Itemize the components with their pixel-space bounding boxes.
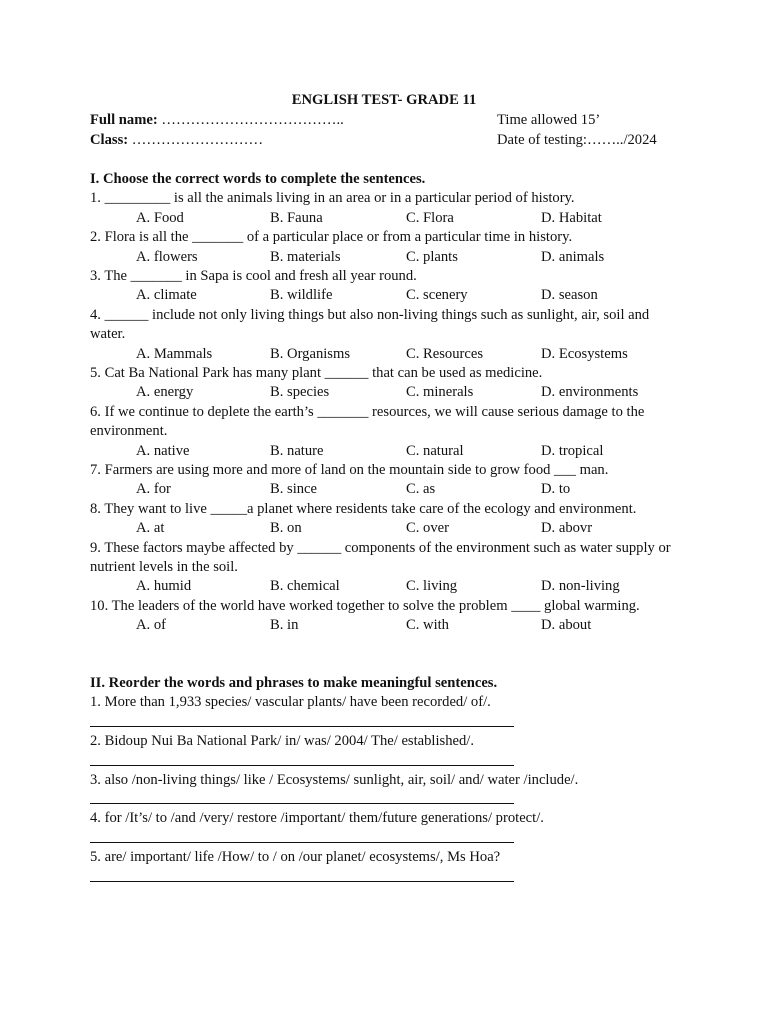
- question-item: [90, 597, 680, 636]
- question-text: 1. _________ is all the animals living in an area or in a particular period of history.: [90, 190, 575, 207]
- option-d[interactable]: D. non-living: [541, 578, 620, 595]
- question-item: [90, 500, 680, 539]
- section-1-heading: I. Choose the correct words to complete the sentences.: [90, 171, 426, 187]
- date-of-testing: Date of testing:……../2024: [497, 132, 657, 148]
- option-c[interactable]: C. living: [406, 578, 458, 595]
- option-b[interactable]: B. on: [270, 520, 302, 537]
- header-row-name: [90, 112, 690, 132]
- option-b[interactable]: B. materials: [270, 248, 341, 265]
- option-a[interactable]: A. at: [136, 520, 165, 537]
- reorder-item: 2. Bidoup Nui Ba National Park/ in/ was/ 2004/ The/ established/.: [90, 732, 474, 749]
- question-text: 10. The leaders of the world have worked together to solve the problem ____ global warming.: [90, 597, 640, 614]
- question-item: [90, 189, 680, 228]
- option-a[interactable]: A. of: [136, 617, 166, 634]
- question-item: [90, 306, 680, 364]
- answer-options: [90, 286, 680, 305]
- answer-underline: [90, 881, 514, 882]
- option-c[interactable]: C. plants: [406, 248, 458, 265]
- question-item: [90, 403, 680, 461]
- answer-line[interactable]: [90, 868, 680, 887]
- option-b[interactable]: B. nature: [270, 442, 324, 459]
- option-c[interactable]: C. over: [406, 520, 449, 537]
- option-c[interactable]: C. natural: [406, 442, 464, 459]
- question-text: 7. Farmers are using more and more of land on the mountain side to grow food ___ man.: [90, 462, 609, 478]
- option-a[interactable]: A. Mammals: [136, 345, 213, 362]
- option-d[interactable]: D. environments: [541, 384, 639, 401]
- section-gap: [90, 636, 680, 674]
- option-a[interactable]: A. for: [136, 481, 171, 498]
- answer-options: [90, 209, 680, 228]
- option-c[interactable]: C. scenery: [406, 287, 468, 304]
- answer-options: [90, 248, 680, 267]
- question-item: [90, 539, 680, 597]
- test-title: ENGLISH TEST- GRADE 11: [291, 92, 477, 108]
- class-dots: ………………………: [128, 132, 264, 148]
- option-d[interactable]: D. about: [541, 617, 592, 634]
- question-item: [90, 228, 680, 267]
- question-text: 4. ______ include not only living things but also non-living things such as sunlight, air, soil and water.: [90, 306, 650, 343]
- reorder-item: 4. for /It’s/ to /and /very/ restore /important/ them/future generations/ protect/.: [90, 810, 544, 827]
- option-d[interactable]: D. Ecosystems: [541, 345, 628, 362]
- question-text: 3. The _______ in Sapa is cool and fresh all year round.: [90, 268, 417, 284]
- option-c[interactable]: C. Resources: [406, 345, 484, 362]
- question-item: [90, 364, 680, 403]
- answer-line[interactable]: [90, 751, 680, 770]
- full-name-field: [90, 112, 344, 129]
- option-b[interactable]: B. chemical: [270, 578, 340, 595]
- question-text: 6. If we continue to deplete the earth’s _______ resources, we will cause serious damage to the environment.: [90, 403, 645, 440]
- question-list: [90, 189, 680, 635]
- option-a[interactable]: A. native: [136, 442, 190, 459]
- answer-options: [90, 480, 680, 499]
- option-b[interactable]: B. species: [270, 384, 330, 401]
- option-b[interactable]: B. wildlife: [270, 287, 333, 304]
- option-c[interactable]: C. minerals: [406, 384, 474, 401]
- answer-underline: [90, 842, 514, 843]
- answer-options: [90, 616, 680, 635]
- answer-line[interactable]: [90, 712, 680, 731]
- option-a[interactable]: A. Food: [136, 209, 184, 226]
- option-c[interactable]: C. with: [406, 617, 449, 634]
- option-a[interactable]: A. flowers: [136, 248, 198, 265]
- option-c[interactable]: C. Flora: [406, 209, 454, 226]
- reorder-item: 3. also /non-living things/ like / Ecosystems/ sunlight, air, soil/ and/ water /include/.: [90, 771, 579, 788]
- option-a[interactable]: A. climate: [136, 287, 197, 304]
- reorder-item: 5. are/ important/ life /How/ to / on /our planet/ ecosystems/, Ms Hoa?: [90, 849, 501, 866]
- answer-underline: [90, 726, 514, 727]
- test-content: [90, 170, 680, 887]
- answer-underline: [90, 765, 514, 766]
- answer-options: [90, 383, 680, 402]
- full-name-label: Full name:: [90, 112, 158, 128]
- question-item: [90, 461, 680, 500]
- time-allowed: Time allowed 15’: [497, 112, 601, 128]
- option-a[interactable]: A. energy: [136, 384, 194, 401]
- section-2-heading: II. Reorder the words and phrases to make meaningful sentences.: [90, 674, 498, 691]
- option-d[interactable]: D. animals: [541, 248, 605, 265]
- option-d[interactable]: D. tropical: [541, 442, 604, 459]
- answer-underline: [90, 803, 514, 804]
- class-label: Class:: [90, 132, 129, 148]
- answer-options: [90, 519, 680, 538]
- answer-options: [90, 577, 680, 596]
- question-text: 5. Cat Ba National Park has many plant ______ that can be used as medicine.: [90, 365, 543, 381]
- option-b[interactable]: B. Organisms: [270, 345, 351, 362]
- question-item: [90, 267, 680, 306]
- option-a[interactable]: A. humid: [136, 578, 192, 595]
- reorder-list: [90, 693, 680, 887]
- option-b[interactable]: B. since: [270, 481, 318, 498]
- option-d[interactable]: D. abovr: [541, 520, 593, 537]
- answer-line[interactable]: [90, 790, 680, 809]
- question-text: 8. They want to live _____a planet where residents take care of the ecology and environment.: [90, 500, 637, 517]
- option-b[interactable]: B. in: [270, 617, 299, 634]
- answer-options: [90, 442, 680, 461]
- option-b[interactable]: B. Fauna: [270, 209, 323, 226]
- option-d[interactable]: D. to: [541, 481, 571, 498]
- answer-options: [90, 345, 680, 364]
- answer-line[interactable]: [90, 829, 680, 848]
- reorder-item: 1. More than 1,933 species/ vascular plants/ have been recorded/ of/.: [90, 694, 491, 710]
- question-text: 2. Flora is all the _______ of a particular place or from a particular time in history.: [90, 229, 573, 246]
- full-name-dots: ………………………………..: [157, 112, 344, 128]
- question-text: 9. These factors maybe affected by ______ components of the environment such as water supply or nutrient levels in the soil.: [90, 539, 671, 575]
- class-field: [90, 132, 263, 149]
- option-c[interactable]: C. as: [406, 481, 436, 498]
- option-d[interactable]: D. season: [541, 287, 598, 304]
- option-d[interactable]: D. Habitat: [541, 209, 602, 226]
- header-row-class: [90, 132, 690, 152]
